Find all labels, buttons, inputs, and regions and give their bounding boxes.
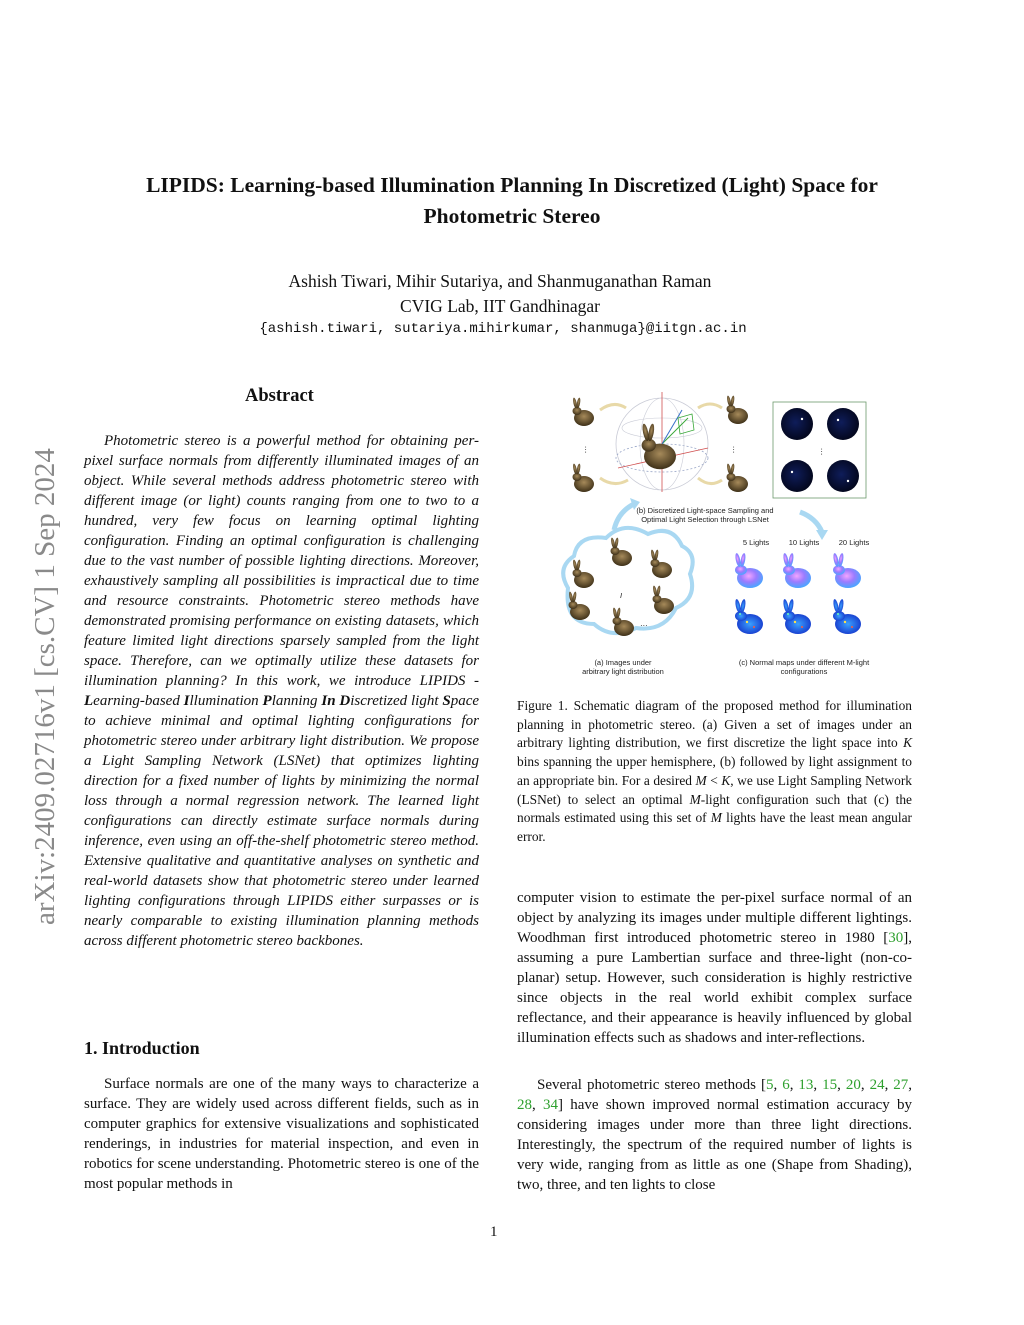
arxiv-stamp: arXiv:2409.02716v1 [cs.CV] 1 Sep 2024: [29, 448, 61, 925]
abstract-body: [84, 431, 479, 951]
acr-based: based: [144, 693, 184, 709]
citation-20[interactable]: 20: [845, 1077, 861, 1093]
label-5-lights: 5 Lights: [742, 538, 770, 547]
arrow-icon: [698, 478, 722, 484]
ellipsis-dots: ⋮: [818, 447, 826, 456]
affiliation: CVIG Lab, IIT Gandhinagar: [400, 296, 600, 316]
sep: ,: [837, 1077, 846, 1093]
label-c-line-1: (c) Normal maps under different M-light: [738, 658, 870, 667]
citation-6[interactable]: 6: [782, 1077, 790, 1093]
input-image-cloud: [563, 528, 692, 636]
acr-d: D: [339, 693, 351, 709]
figure-1: [548, 388, 910, 684]
light-hemisphere: [616, 392, 708, 492]
caption-c: , we use Light Sampling Network (LSNet) to select an optimal: [517, 772, 913, 807]
intro-p1-text: Surface normals are one of the many ways to characterize a surface. They are widely used across different fields, such as in computer graphics for extensive visualizations and sophisticated renderings, in industries for material inspection, and even in robotics for scene understanding. Photometric stereo is one of the most popular methods in: [84, 1076, 479, 1192]
sep: ,: [789, 1077, 799, 1093]
citation-28[interactable]: 28: [517, 1097, 532, 1113]
arrow-icon: [600, 404, 626, 410]
input-image-bottom-right: [726, 463, 748, 492]
caption-k2: K: [721, 772, 731, 788]
input-image-bottom: [572, 463, 594, 492]
input-image-top: [572, 397, 594, 426]
caption-d: -light configuration such that (c) the normals estimated using this set of: [517, 791, 912, 826]
intro-p2-b: ], assuming a pure Lambertian surface and three-light (non-co-planar) setup. However, such consideration is highly restrictive since objects in the real world exhibit complex surface reflectance, and their appearance is heavily influenced by global illumination effects such as shadows and inter-reflections.: [517, 930, 912, 1046]
caption-e: lights have the least mean angular error.: [517, 810, 912, 844]
label-10-lights: 10 Lights: [788, 538, 820, 547]
sep: ,: [860, 1077, 870, 1093]
sep: ,: [908, 1077, 913, 1093]
sphere-grid: [773, 402, 866, 498]
abstract-heading: Abstract: [245, 386, 314, 406]
caption-b: bins spanning the upper hemisphere, (b) followed by light assignment to an appropriate bin. For a desired: [517, 754, 912, 788]
input-image-top-right: [726, 395, 748, 424]
paper-title: [60, 170, 964, 232]
citation-30[interactable]: 30: [888, 930, 904, 946]
acr-pace: pace: [450, 693, 480, 709]
acr-s: S: [442, 693, 451, 709]
citation-34[interactable]: 34: [543, 1097, 559, 1113]
sep: ,: [532, 1097, 544, 1113]
acr-llumination: llumination: [189, 693, 263, 709]
arrow-icon: [600, 478, 628, 484]
acr-p: P: [262, 693, 272, 709]
acr-earning: earning-: [93, 693, 145, 709]
acr-l: L: [84, 693, 94, 709]
acr-iscretized: iscretized light: [350, 693, 443, 709]
label-b: [630, 506, 780, 524]
ellipsis-dots: ⋯: [640, 621, 648, 630]
caption-a: Figure 1. Schematic diagram of the proposed method for illumination planning in photometric stereo. (a) Given a set of images under an arbitrary lighting distribution, we first discretize the light space into: [517, 698, 912, 751]
normal-maps: [734, 553, 861, 634]
intro-heading: 1. Introduction: [84, 1038, 200, 1058]
figure-1-diagram: [548, 388, 910, 684]
caption-lt: <: [706, 772, 722, 788]
intro-paragraph-2: [517, 888, 912, 1048]
label-a: [568, 658, 678, 676]
page-number: 1: [490, 1224, 498, 1240]
ellipsis-dots: ⋮: [730, 445, 738, 454]
acr-in: In: [321, 693, 336, 709]
sep: ,: [884, 1077, 894, 1093]
intro-p2-a: computer vision to estimate the per-pixel surface normal of an object by analyzing its images under multiple different lightings. Woodhman first introduced photometric stereo in 1980 [: [517, 890, 912, 946]
citation-27[interactable]: 27: [893, 1077, 909, 1093]
label-c: [724, 658, 884, 676]
sep: ,: [773, 1077, 783, 1093]
label-a-line-2: arbitrary light distribution: [582, 667, 664, 676]
label-c-line-2: configurations: [780, 667, 828, 676]
abstract-text-a: Photometric stereo is a powerful method for obtaining per-pixel surface normals from differently illuminated images of an object. While several methods address photometric stereo with different image (or light) counts ranging from one to two to a hundred, very few focus on learning optimal lighting configuration. Finding an optimal configuration is challenging due to the vast number of possible lighting directions. Moreover, exhaustively sampling all possibilities is impractical due to time and resource constraints. Photometric stereo methods have demonstrated promising performance on existing datasets, which feature limited light directions sparsely sampled from the light space. Therefore, can we optimally utilize these datasets for illumination planning? In this work, we introduce LIPIDS -: [84, 433, 479, 689]
ellipsis-dots: ⋮: [582, 445, 590, 454]
caption-m2: M: [689, 791, 701, 807]
title-line-1: LIPIDS: Learning-based Illumination Planning In Discretized (Light) Space for: [146, 173, 878, 197]
sep: ,: [813, 1077, 823, 1093]
label-20-lights: 20 Lights: [838, 538, 870, 547]
cloud-symbol: I: [620, 591, 623, 600]
intro-paragraph-1: [84, 1074, 479, 1194]
arrow-icon: [800, 512, 822, 532]
caption-k: K: [903, 735, 912, 751]
abstract-text-b: to achieve minimal and optimal lighting configurations for photometric stereo under arbitrary light distribution. We propose a Light Sampling Network (LSNet) that optimizes lighting direction for a fixed number of lights by minimizing the normal loss through a normal regression network. The learned light configurations can directly estimate surface normals during inference, even using an off-the-shelf photometric stereo method. Extensive qualitative and quantitative analyses on synthetic and real-world datasets show that photometric stereo under learned lighting configurations through LIPIDS either surpasses or is nearly comparable to existing illumination planning methods across different photometric stereo backbones.: [84, 713, 479, 949]
citation-5[interactable]: 5: [765, 1077, 774, 1093]
caption-m: M: [695, 772, 707, 788]
intro-p3-b: ] have shown improved normal estimation accuracy by considering images under more than three light directions. Interestingly, the spectrum of the required number of lights is very wide, ranging from as little as one (Shape from Shading), two, three, and ten lights to close: [517, 1097, 913, 1193]
intro-paragraph-3: [517, 1075, 912, 1195]
citation-13[interactable]: 13: [798, 1077, 814, 1093]
title-line-2: Photometric Stereo: [423, 204, 601, 228]
caption-m3: M: [710, 810, 722, 826]
figure-1-caption: [517, 697, 912, 847]
label-b-line-2: Optimal Light Selection through LSNet: [641, 515, 769, 524]
label-b-line-1: (b) Discretized Light-space Sampling and: [636, 506, 774, 515]
email: {ashish.tiwari, sutariya.mihirkumar, shanmuga}@iitgn.ac.in: [259, 321, 747, 337]
acr-i: I: [183, 693, 190, 709]
arrow-icon: [698, 404, 722, 408]
citation-24[interactable]: 24: [869, 1077, 885, 1093]
authors: Ashish Tiwari, Mihir Sutariya, and Shanmuganathan Raman: [288, 271, 712, 291]
intro-p3-a: Several photometric stereo methods [: [537, 1077, 766, 1093]
citation-15[interactable]: 15: [822, 1077, 838, 1093]
label-a-line-1: (a) Images under: [594, 658, 652, 667]
acr-lanning: lanning: [271, 693, 322, 709]
